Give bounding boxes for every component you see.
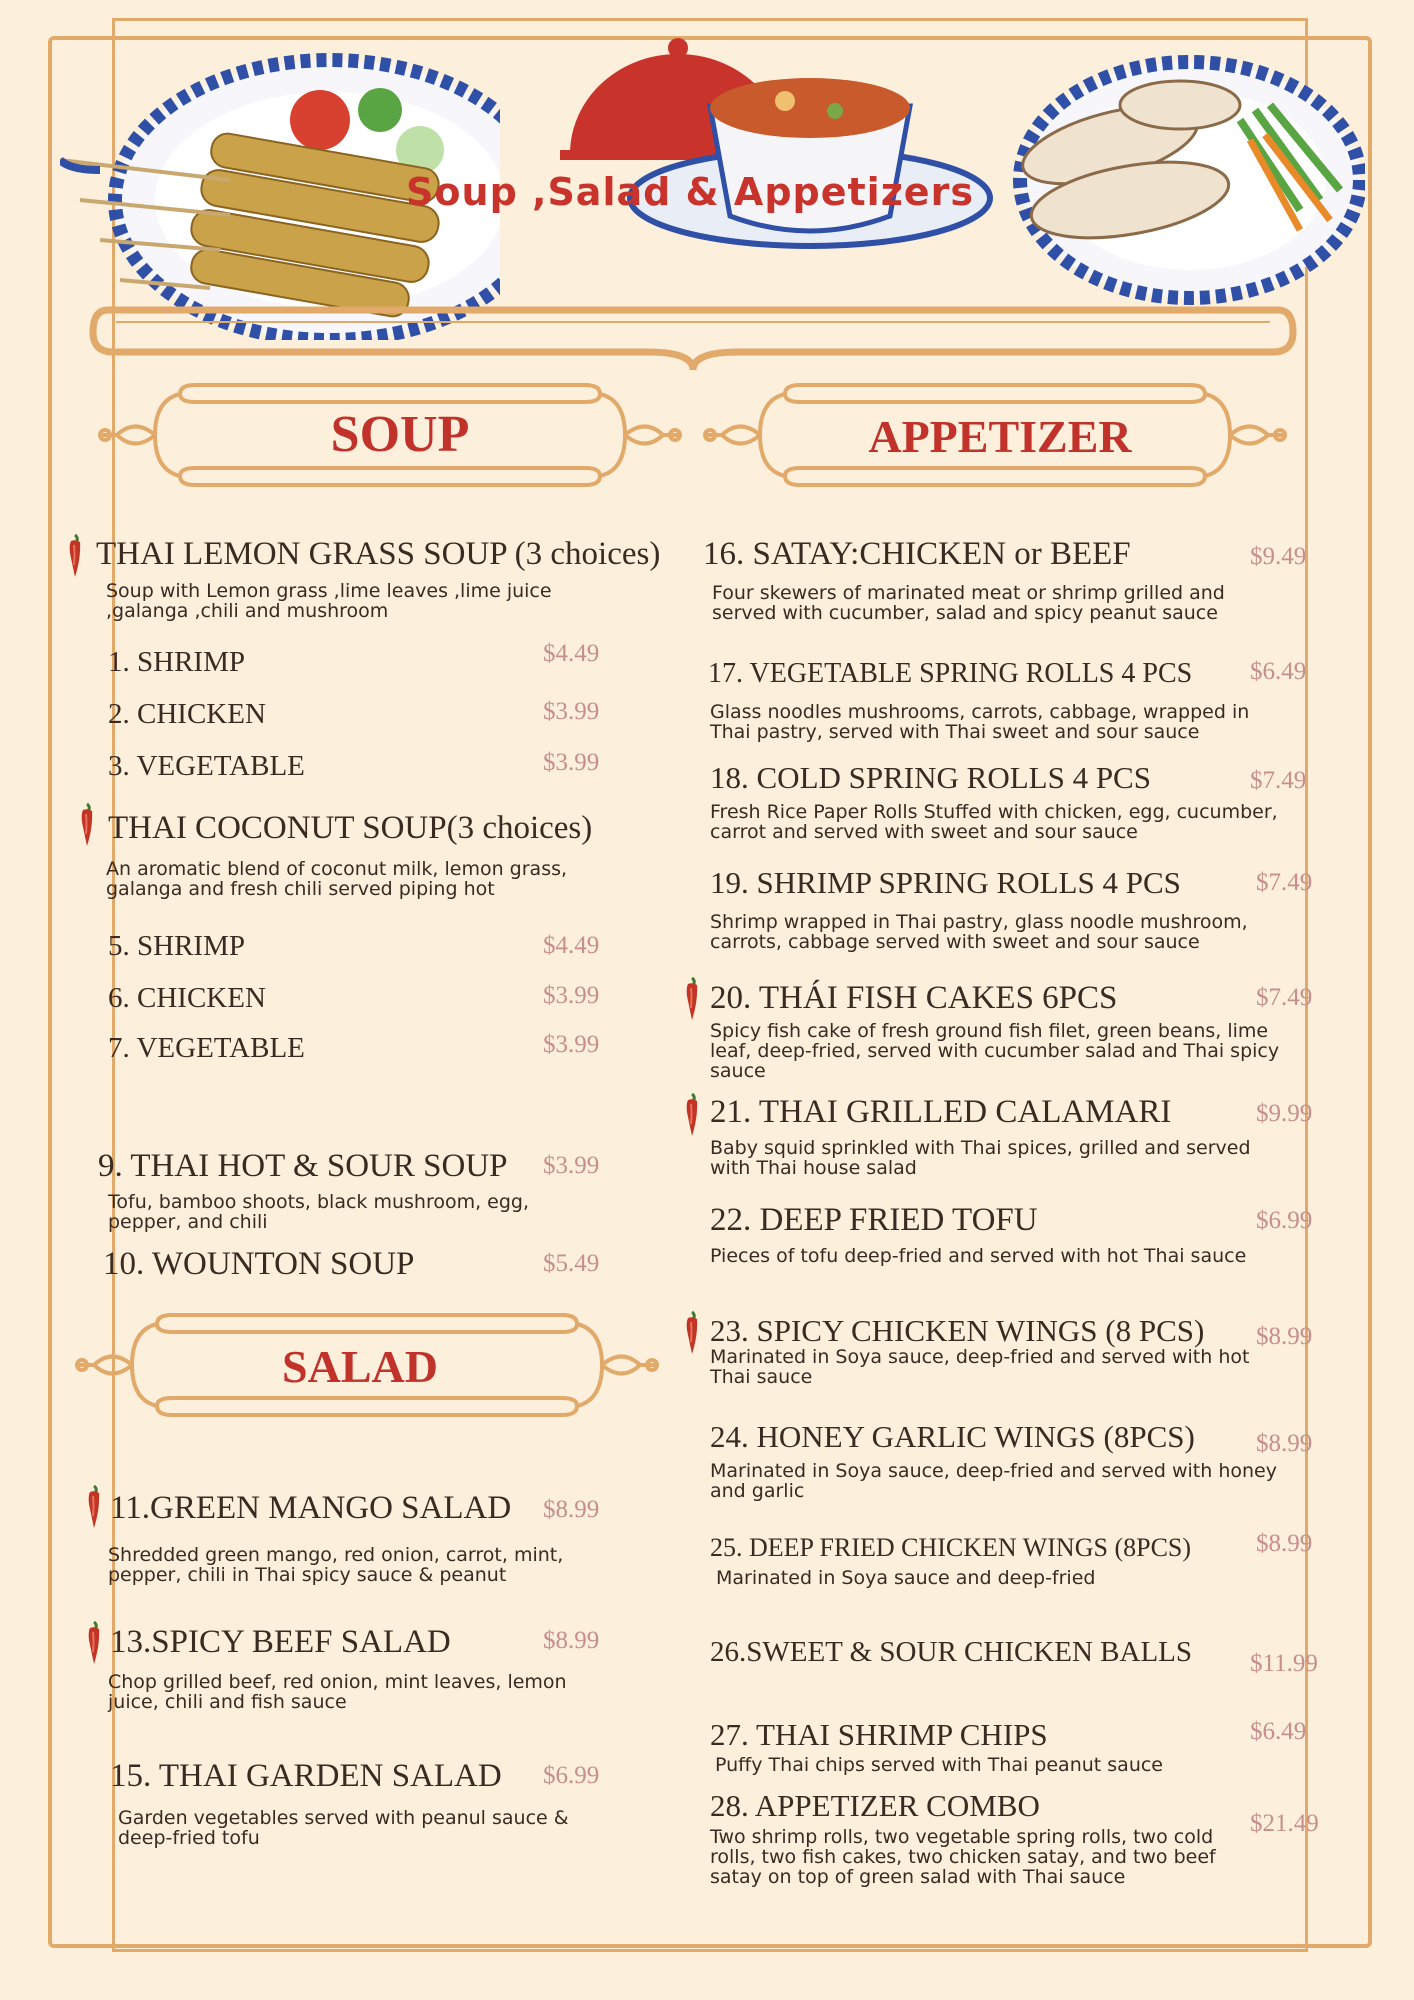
appetizer-desc: Marinated in Soya sauce and deep-fried [716, 1567, 1096, 1589]
appetizer-name: 28. APPETIZER COMBO [710, 1788, 1040, 1823]
appetizer-price: $8.99 [1256, 1323, 1313, 1350]
soup-hotsour-desc: Tofu, bamboo shoots, black mushroom, egg, pepper, and chili [108, 1191, 530, 1233]
appetizer-name: 24. HONEY GARLIC WINGS (8PCS) [710, 1419, 1195, 1454]
appetizer-price: $7.49 [1256, 869, 1313, 896]
appetizer-name: 16. SATAY:CHICKEN or BEEF [703, 536, 1131, 572]
salad-item-desc: Garden vegetables served with peanul sauce & deep-fried tofu [118, 1807, 569, 1849]
appetizer-price: $6.49 [1250, 658, 1307, 685]
soup-section-title: SOUP [330, 406, 470, 463]
appetizer-price: $9.99 [1256, 1100, 1313, 1127]
appetizer-desc: Fresh Rice Paper Rolls Stuffed with chicken, egg, cucumber, carrot and served with sweet and sour sauce [710, 801, 1278, 843]
appetizer-price: $8.99 [1256, 1430, 1313, 1457]
soup-choice-price: $3.99 [543, 982, 600, 1009]
salad-item-name: 13.SPICY BEEF SALAD [110, 1624, 451, 1660]
appetizer-price: $7.49 [1250, 767, 1307, 794]
salad-item-desc: Shredded green mango, red onion, carrot, mint, pepper, chili in Thai spicy sauce & peanut [108, 1544, 564, 1586]
soup-choice-price: $4.49 [543, 640, 600, 667]
soup-coconut-desc: An aromatic blend of coconut milk, lemon grass, galanga and fresh chili served piping hot [106, 858, 568, 900]
appetizer-name: 26.SWEET & SOUR CHICKEN BALLS [710, 1636, 1193, 1668]
appetizer-desc: Shrimp wrapped in Thai pastry, glass noodle mushroom, carrots, cabbage served with sweet and sour sauce [710, 911, 1248, 953]
appetizer-desc: Two shrimp rolls, two vegetable spring rolls, two cold rolls, two fish cakes, two chicken satay, and two beef satay on top of green salad with Thai sauce [710, 1826, 1216, 1888]
appetizer-price: $6.99 [1256, 1207, 1313, 1234]
appetizer-desc: Marinated in Soya sauce, deep-fried and served with honey and garlic [710, 1460, 1277, 1502]
appetizer-desc: Puffy Thai chips served with Thai peanut sauce [715, 1754, 1163, 1776]
soup-choice-price: $3.99 [543, 1031, 600, 1058]
soup-hotsour-price: $3.99 [543, 1152, 600, 1179]
soup-coconut-name: THAI COCONUT SOUP(3 choices) [108, 810, 593, 846]
appetizer-name: 17. VEGETABLE SPRING ROLLS 4 PCS [708, 658, 1193, 689]
chili-pepper-icon [85, 1484, 103, 1530]
soup-wounton-price: $5.49 [543, 1250, 600, 1277]
appetizer-name: 23. SPICY CHICKEN WINGS (8 PCS) [710, 1313, 1205, 1348]
salad-item-price: $6.99 [543, 1762, 600, 1789]
soup-choice-name: 5. SHRIMP [108, 930, 245, 962]
chili-pepper-icon [683, 1310, 701, 1356]
soup-bowl-image [560, 36, 1000, 251]
appetizer-price: $11.99 [1250, 1650, 1318, 1677]
appetizer-section-title: APPETIZER [868, 411, 1132, 462]
appetizer-desc: Glass noodles mushrooms, carrots, cabbage, wrapped in Thai pastry, served with Thai sweet and sour sauce [710, 701, 1250, 743]
soup-wounton-name: 10. WOUNTON SOUP [103, 1246, 415, 1282]
soup-lemongrass-name: THAI LEMON GRASS SOUP (3 choices) [96, 536, 661, 572]
soup-choice-price: $3.99 [543, 698, 600, 725]
chili-pepper-icon [78, 802, 96, 848]
banner-title: Soup ,Salad & Appetizers [406, 170, 974, 214]
appetizer-price: $21.49 [1250, 1810, 1319, 1837]
appetizer-name: 19. SHRIMP SPRING ROLLS 4 PCS [710, 865, 1181, 900]
chili-pepper-icon [66, 533, 84, 579]
appetizer-name: 22. DEEP FRIED TOFU [710, 1202, 1038, 1238]
soup-choice-price: $4.49 [543, 932, 600, 959]
soup-choice-name: 6. CHICKEN [108, 982, 266, 1014]
soup-choice-price: $3.99 [543, 749, 600, 776]
appetizer-price: $9.49 [1250, 543, 1307, 570]
soup-choice-name: 2. CHICKEN [108, 698, 266, 730]
appetizer-name: 27. THAI SHRIMP CHIPS [710, 1717, 1048, 1752]
soup-choice-name: 1. SHRIMP [108, 646, 245, 678]
appetizer-price: $6.49 [1250, 1718, 1307, 1745]
appetizer-name: 25. DEEP FRIED CHICKEN WINGS (8PCS) [710, 1533, 1192, 1562]
chili-pepper-icon [683, 976, 701, 1022]
appetizer-name: 20. THÁI FISH CAKES 6PCS [710, 980, 1118, 1016]
appetizer-price: $8.99 [1256, 1530, 1313, 1557]
chili-pepper-icon [85, 1620, 103, 1666]
salad-section-title: SALAD [282, 1341, 438, 1392]
appetizer-desc: Baby squid sprinkled with Thai spices, grilled and served with Thai house salad [710, 1137, 1251, 1179]
appetizer-desc: Spicy fish cake of fresh ground fish filet, green beans, lime leaf, deep-fried, served with cucumber salad and Thai spicy sauce [710, 1020, 1280, 1082]
calamari-plate-image [1000, 50, 1365, 310]
appetizer-desc: Four skewers of marinated meat or shrimp grilled and served with cucumber, salad and spicy peanut sauce [712, 582, 1225, 624]
soup-lemongrass-desc: Soup with Lemon grass ,lime leaves ,lime juice ,galanga ,chili and mushroom [106, 580, 552, 622]
header-scroll-ornament [88, 300, 1298, 370]
salad-item-name: 15. THAI GARDEN SALAD [110, 1758, 502, 1794]
appetizer-desc: Marinated in Soya sauce, deep-fried and served with hot Thai sauce [710, 1346, 1250, 1388]
appetizer-name: 21. THAI GRILLED CALAMARI [710, 1094, 1172, 1130]
soup-hotsour-name: 9. THAI HOT & SOUR SOUP [98, 1148, 508, 1184]
salad-item-desc: Chop grilled beef, red onion, mint leaves, lemon juice, chili and fish sauce [108, 1671, 567, 1713]
appetizer-price: $7.49 [1256, 984, 1313, 1011]
salad-item-price: $8.99 [543, 1627, 600, 1654]
appetizer-name: 18. COLD SPRING ROLLS 4 PCS [710, 760, 1151, 795]
soup-choice-name: 3. VEGETABLE [108, 750, 305, 782]
chili-pepper-icon [683, 1092, 701, 1138]
salad-item-name: 11.GREEN MANGO SALAD [110, 1490, 512, 1526]
appetizer-desc: Pieces of tofu deep-fried and served with hot Thai sauce [710, 1245, 1247, 1267]
soup-choice-name: 7. VEGETABLE [108, 1032, 305, 1064]
salad-item-price: $8.99 [543, 1496, 600, 1523]
